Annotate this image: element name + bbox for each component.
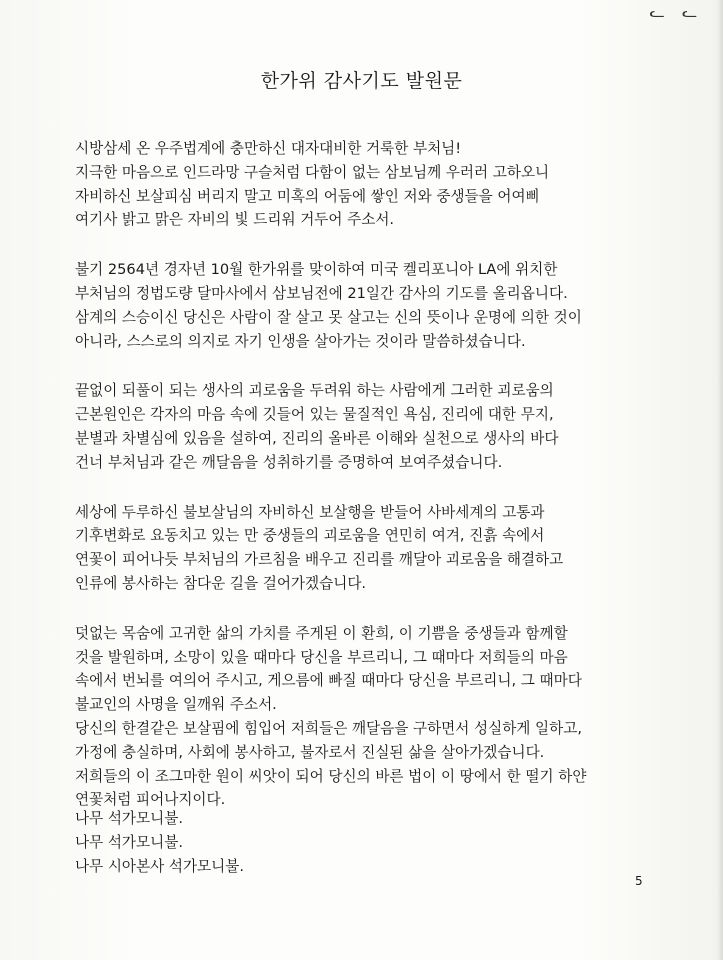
text-line: 시방삼세 온 우주법계에 충만하신 대자대비한 거룩한 부처님! <box>75 140 462 157</box>
page-edge-shadow <box>717 0 723 960</box>
paragraph <box>75 501 695 596</box>
corner-handwritten-mark: ᓚ ᓚ <box>649 6 703 21</box>
paragraph <box>75 622 695 812</box>
text-line: 끝없이 되풀이 되는 생사의 괴로움을 두려워 하는 사람에게 그러한 괴로움의 <box>75 382 554 400</box>
closing-line: 나무 석가모니불. <box>75 810 183 827</box>
text-line: 가정에 충실하며, 사회에 봉사하고, 불자로서 진실된 삶을 살아가겠습니다. <box>75 743 545 761</box>
paragraph <box>75 137 695 232</box>
text-line: 덧없는 목숨에 고귀한 삶의 가치를 주게된 이 환희, 이 기쁨을 중생들과 함께할 <box>75 624 568 642</box>
text-line: 속에서 번뇌를 여의어 주시고, 게으름에 빠질 때마다 당신을 부르리니, 그 때마다 <box>75 672 582 690</box>
text-line: 연꽃처럼 피어나지이다. <box>75 791 226 809</box>
text-line: 분별과 차별심에 있음을 설하여, 진리의 올바른 이해와 실천으로 생사의 바다 <box>75 429 559 447</box>
document-title: 한가위 감사기도 발원문 <box>260 70 463 92</box>
text-line: 것을 발원하며, 소망이 있을 때마다 당신을 부르리니, 그 때마다 저희들의 마음 <box>75 648 568 666</box>
text-line: 근본원인은 각자의 마음 속에 깃들어 있는 물질적인 욕심, 진리에 대한 무지, <box>75 406 554 424</box>
text-line: 세상에 두루하신 불보살님의 자비하신 보살행을 받들어 사바세계의 고통과 <box>75 503 545 521</box>
document-body <box>75 137 695 838</box>
closing-line: 나무 석가모니불. <box>75 833 183 851</box>
text-line: 여기사 밝고 맑은 자비의 빛 드리워 거두어 주소서. <box>75 211 395 229</box>
text-line: 아니라, 스스로의 의지로 자기 인생을 살아가는 것이라 말씀하셨습니다. <box>75 332 526 350</box>
paragraph <box>75 258 695 353</box>
text-line: 부처님의 정법도량 달마사에서 삼보님전에 21일간 감사의 기도를 올리옵니다. <box>75 284 568 302</box>
page-number: 5 <box>635 874 643 888</box>
closing-line: 나무 시아본사 석가모니불. <box>75 857 244 875</box>
text-line: 불기 2564년 경자년 10월 한가위를 맞이하여 미국 켈리포니아 LA에 위치한 <box>75 261 558 279</box>
paragraph <box>75 379 695 474</box>
text-line: 불교인의 사명을 일깨워 주소서. <box>75 696 277 714</box>
text-line: 삼계의 스승이신 당신은 사람이 잘 살고 못 살고는 신의 뜻이나 운명에 의한 것이 <box>75 308 582 326</box>
text-line: 건너 부처님과 같은 깨달음을 성취하기를 증명하여 보여주셨습니다. <box>75 453 503 471</box>
text-line: 인류에 봉사하는 참다운 길을 걸어가겠습니다. <box>75 574 367 592</box>
text-line: 지극한 마음으로 인드라망 구슬처럼 다함이 없는 삼보님께 우러러 고하오니 <box>75 163 550 181</box>
text-line: 저희들의 이 조그마한 원이 씨앗이 되어 당신의 바른 법이 이 땅에서 한 떨기 하얀 <box>75 767 587 785</box>
text-line: 기후변화로 요동치고 있는 만 중생들의 괴로움을 연민히 여겨, 진흙 속에서 <box>75 527 545 545</box>
closing-invocation <box>75 807 244 878</box>
text-line: 당신의 한결같은 보살핌에 힘입어 저희들은 깨달음을 구하면서 성실하게 일하고, <box>75 719 582 737</box>
text-line: 자비하신 보살피심 버리지 말고 미혹의 어둠에 쌓인 저와 중생들을 어여삐 <box>75 187 540 205</box>
text-line: 연꽃이 피어나듯 부처님의 가르침을 배우고 진리를 깨달아 괴로움을 해결하고 <box>75 551 564 569</box>
